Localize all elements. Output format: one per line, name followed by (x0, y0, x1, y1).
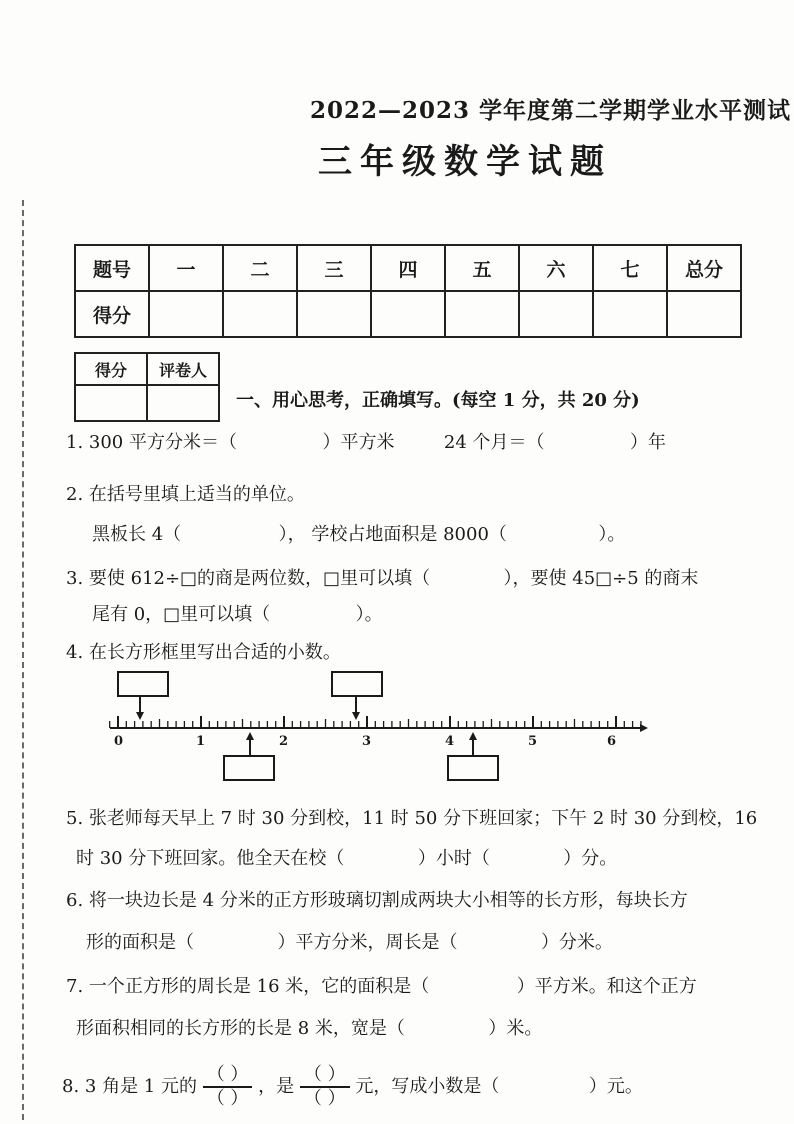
q8-text-b: ，是 (258, 1076, 295, 1097)
nl-label-4: 4 (445, 734, 455, 749)
q7-text-b: ）平方米。和这个正方 (516, 976, 697, 997)
nl-label-6: 6 (607, 734, 617, 749)
q5-text-b: ）小时（ (417, 848, 490, 869)
nl-label-5: 5 (528, 734, 538, 749)
arrow-head-up (246, 732, 254, 740)
question-4: 4. 在长方形框里写出合适的小数。 (66, 642, 341, 663)
score-table-header-row (75, 245, 741, 291)
q2-text-a: 黑板长 4（ (92, 524, 182, 545)
q6-text-a: 形的面积是（ (86, 932, 194, 953)
q7-text-a: 7. 一个正方形的周长是 16 米，它的面积是（ (66, 976, 430, 997)
q8-fraction-1[interactable] (203, 1064, 253, 1110)
grader-score-cell[interactable] (75, 385, 147, 421)
q3-text-d: ）。 (355, 604, 383, 625)
arrow-head-down (352, 712, 360, 720)
nl-label-2: 2 (279, 734, 289, 749)
score-cell[interactable] (519, 291, 593, 337)
q6-text-c: ）分米。 (540, 932, 613, 953)
answer-box-bottom-2[interactable] (448, 756, 498, 780)
q3-text-b: ），要使 45□÷5 的商末 (503, 568, 699, 589)
answer-box-top-2[interactable] (332, 672, 382, 696)
grader-score-label: 得分 (75, 353, 147, 385)
question-5-line-2 (76, 844, 617, 870)
exam-header: 2022—2023 学年度第二学期学业水平测试 (310, 97, 792, 124)
q5-text-a: 时 30 分下班回家。他全天在校（ (76, 848, 345, 869)
question-2: 2. 在括号里填上适当的单位。 (66, 484, 305, 505)
fraction-denominator: （ ） (303, 1088, 346, 1109)
score-cell[interactable] (371, 291, 445, 337)
question-8 (62, 1064, 643, 1110)
q3-text-a: 3. 要使 612÷□的商是两位数，□里可以填（ (66, 568, 431, 589)
number-line-ticks (110, 716, 641, 728)
score-cell[interactable] (593, 291, 667, 337)
q3-text-c: 尾有 0，□里可以填（ (92, 604, 271, 625)
score-header-cell: 五 (445, 245, 519, 291)
nl-label-3: 3 (362, 734, 372, 749)
q7-text-c: 形面积相同的长方形的长是 8 米，宽是（ (76, 1018, 405, 1039)
number-line-figure (100, 664, 660, 788)
question-6: 6. 将一块边长是 4 分米的正方形玻璃切割成两块大小相等的长方形，每块长方 (66, 890, 688, 911)
q8-text-d: ）元。 (588, 1076, 643, 1097)
question-6-line-2 (86, 928, 613, 954)
score-header-cell: 四 (371, 245, 445, 291)
exam-title: 三年级数学试题 (318, 142, 612, 182)
score-header-cell: 总分 (667, 245, 741, 291)
score-cell[interactable] (445, 291, 519, 337)
score-header-cell: 七 (593, 245, 667, 291)
binding-margin-line (22, 200, 24, 1120)
q1-text-c: 24 个月＝（ (443, 432, 545, 453)
arrow-head-up (469, 732, 477, 740)
question-7-line-2 (76, 1014, 542, 1040)
grader-table (74, 352, 220, 422)
section-1-title: 一、用心思考，正确填写。(每空 1 分，共 20 分) (236, 390, 640, 411)
q2-text-b: ）， 学校占地面积是 8000（ (278, 524, 507, 545)
fraction-denominator: （ ） (206, 1088, 249, 1109)
q7-text-d: ）米。 (488, 1018, 543, 1039)
question-3 (66, 564, 698, 590)
fraction-numerator: （ ） (203, 1064, 253, 1088)
score-header-cell: 题号 (75, 245, 149, 291)
score-header-cell: 六 (519, 245, 593, 291)
q1-text-b: ）平方米 (322, 432, 395, 453)
arrow-head-down (136, 712, 144, 720)
score-table (74, 244, 742, 338)
q5-text-c: ）分。 (563, 848, 618, 869)
nl-label-0: 0 (114, 734, 124, 749)
score-cell[interactable] (297, 291, 371, 337)
score-header-cell: 二 (223, 245, 297, 291)
grader-name-cell[interactable] (147, 385, 219, 421)
score-table-score-row (75, 291, 741, 337)
score-cell[interactable] (149, 291, 223, 337)
q1-text-d: ）年 (630, 432, 667, 453)
grader-name-label: 评卷人 (147, 353, 219, 385)
q2-text-c: ）。 (598, 524, 626, 545)
q8-text-c: 元，写成小数是（ (355, 1076, 500, 1097)
score-cell[interactable] (223, 291, 297, 337)
answer-box-top-1[interactable] (118, 672, 168, 696)
q6-text-b: ）平方分米，周长是（ (277, 932, 458, 953)
q1-text-a: 1. 300 平方分米＝（ (66, 432, 237, 453)
score-header-cell: 三 (297, 245, 371, 291)
score-header-cell: 一 (149, 245, 223, 291)
fraction-numerator: （ ） (300, 1064, 350, 1088)
q8-text-a: 8. 3 角是 1 元的 (62, 1076, 197, 1097)
answer-box-bottom-1[interactable] (224, 756, 274, 780)
score-cell[interactable] (667, 291, 741, 337)
q8-fraction-2[interactable] (300, 1064, 350, 1110)
question-2-line-2 (92, 520, 625, 546)
question-7 (66, 972, 697, 998)
question-3-line-2 (92, 600, 383, 626)
score-row-label: 得分 (75, 291, 149, 337)
nl-label-1: 1 (196, 734, 206, 749)
question-5: 5. 张老师每天早上 7 时 30 分到校，11 时 50 分下班回家；下午 2 时 30 分到校，16 (66, 808, 758, 829)
question-1 (66, 428, 666, 454)
